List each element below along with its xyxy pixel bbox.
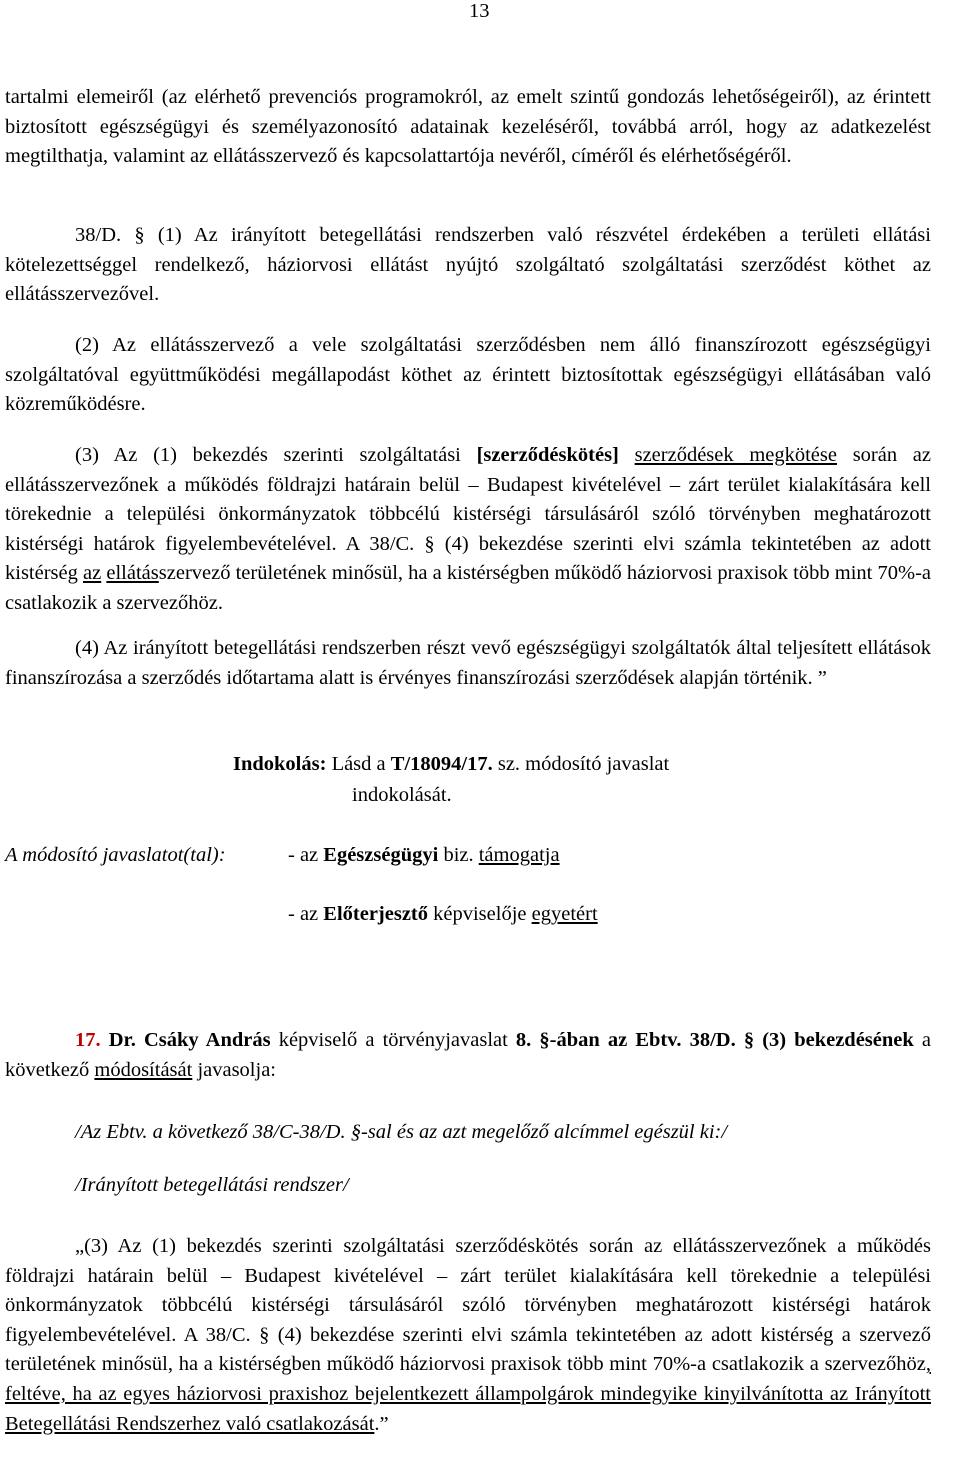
committee-opinion: - az Egészségügyi biz. támogatja xyxy=(288,844,560,866)
paragraph-38d-4: (4) Az irányított betegellátási rendszerben részt vevő egészségügyi szolgáltatók által teljesített ellátások finanszírozása a szerződés időtartama alatt is érvényes finanszírozási szerződések alapján történik. ” xyxy=(5,637,931,689)
presenter-opinion: - az Előterjesztő képviselője egyetért xyxy=(288,903,598,925)
deleted-text: [szerződéskötés] xyxy=(476,444,619,466)
amendment-17-heading: 17. Dr. Csáky András képviselő a törvényjavaslat 8. §-ában az Ebtv. 38/D. § (3) bekezdésének a következő módosítását javasolja: xyxy=(5,1029,931,1081)
amended-paragraph: „(3) Az (1) bekezdés szerinti szolgáltatási szerződéskötés során az ellátásszervezőnek a működés földrajzi határain belül – Budapest kivételével – zárt terület kialakítására kell törekednie a települési önkormányzatok többcélú kistérségi társulásáról szóló törvényben meghatározott kistérségi határok figyelembevételével. A 38/C. § (4) bekezdése szerinti elvi számla tekintetében az adott kistérség a szervező területének minősül, ha a kistérségben működő háziorvosi praxisok több mint 70%-a csatlakozik a szervezőhöz, feltéve, ha az egyes háziorvosi praxishoz bejelentkezett állampolgárok mindegyike kinyilvánította az Irányított Betegellátási Rendszerhez való csatlakozását.” xyxy=(5,1235,931,1435)
page-number: 13 xyxy=(469,0,490,22)
indokolas-label: Indokolás: xyxy=(233,753,327,775)
item-number: 17. xyxy=(75,1029,101,1051)
paragraph-38d-1: 38/D. § (1) Az irányított betegellátási rendszerben való részvétel érdekében a területi ellátási kötelezettséggel rendelkező, háziorvosi ellátást nyújtó szolgáltató szolgáltatási szerződést köthet az ellátásszervezővel. xyxy=(5,224,931,306)
modosito-label: A módosító javaslatot(tal): xyxy=(5,844,226,866)
paragraph-continuation: tartalmi elemeiről (az elérhető prevenciós programokról, az emelt szintű gondozás lehetőségeiről), az érintett biztosított egészségügyi és személyazonosító adatainak kezeléséről, továbbá arról, hogy az adatkezelést megtilthatja, valamint az ellátásszervező és kapcsolattartója nevéről, címéről és elérhetőségéről. xyxy=(5,86,931,168)
inserted-text: , feltéve, ha az egyes háziorvosi praxishoz bejelentkezett állampolgárok mindegyike kinyilvánította az Irányított Betegellátási Rendszerhez való csatlakozását xyxy=(5,1353,931,1435)
amendment-intro: /Az Ebtv. a következő 38/C-38/D. §-sal és az azt megelőző alcímmel egészül ki:/ xyxy=(75,1121,728,1143)
subtitle-line: /Irányított betegellátási rendszer/ xyxy=(75,1174,349,1196)
inserted-text: szerződések megkötése xyxy=(634,444,837,466)
paragraph-38d-3: (3) Az (1) bekezdés szerinti szolgáltatási [szerződéskötés] szerződések megkötése során az ellátásszervezőnek a működés földrajzi határain belül – Budapest kivételével – zárt terület kialakítására kell törekednie a települési önkormányzatok többcélú kistérségi társulásáról szóló törvényben meghatározott kistérségi határok figyelembevételével. A 38/C. § (4) bekezdése szerinti elvi számla tekintetében az adott kistérség az ellátásszervező területének minősül, ha a kistérségben működő háziorvosi praxisok több mint 70%-a csatlakozik a szervezőhöz. xyxy=(5,444,932,614)
paragraph-38d-2: (2) Az ellátásszervező a vele szolgáltatási szerződésben nem álló finanszírozott egészségügyi szolgáltatóval együttműködési megállapodást köthet az érintett biztosítottak egészségügyi ellátásában való közreműködésre. xyxy=(5,334,931,416)
indokolas-line: Indokolás: Lásd a T/18094/17. sz. módosító javaslat xyxy=(233,753,670,775)
indokolas-line-2: indokolását. xyxy=(352,784,452,806)
